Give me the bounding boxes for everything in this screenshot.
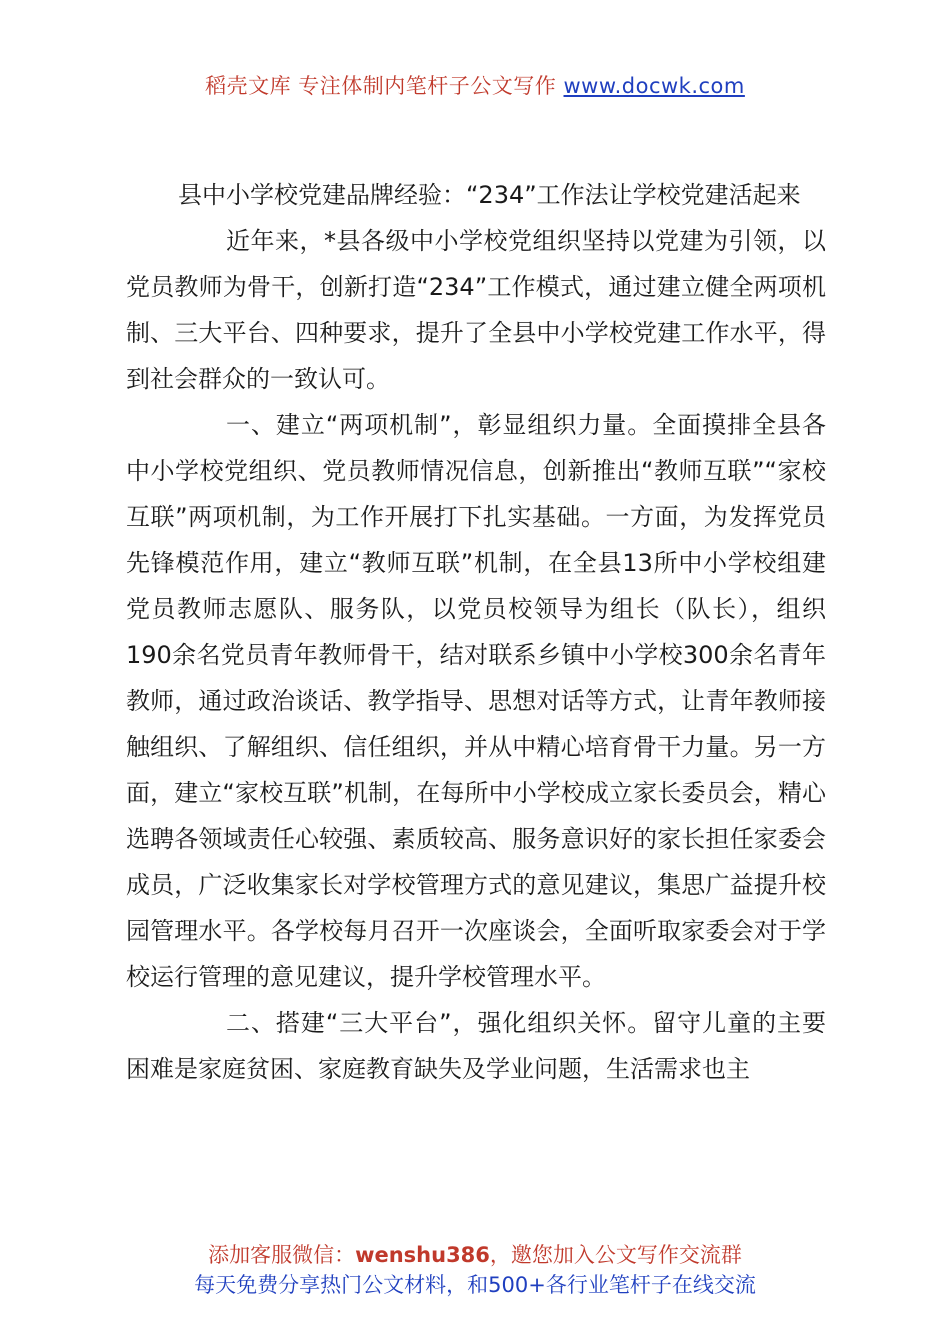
paragraph-section-2: 二、搭建“三大平台”，强化组织关怀。留守儿童的主要困难是家庭贫困、家庭教育缺失及学业问题，生活需求也主 (126, 1009, 826, 1083)
footer-promo-line: 每天免费分享热门公文材料，和500+各行业笔杆子在线交流 (194, 1273, 756, 1297)
page-footer (0, 1240, 950, 1300)
paragraph-intro: 近年来，*县各级中小学校党组织坚持以党建为引领，以党员教师为骨干，创新打造“234”工作模式，通过建立健全两项机制、三大平台、四种要求，提升了全县中小学校党建工作水平，得到社会群众的一致认可。 (126, 227, 826, 393)
footer-contact-line (0, 1240, 950, 1270)
document-body (126, 172, 826, 1092)
footer-prefix: 添加客服微信： (208, 1243, 356, 1267)
footer-suffix: ，邀您加入公文写作交流群 (489, 1243, 742, 1267)
document-title: 县中小学校党建品牌经验：“234”工作法让学校党建活起来 (178, 181, 801, 209)
footer-wechat-id: wenshu386 (355, 1243, 490, 1267)
page-header (0, 70, 950, 100)
header-site-text: 稻壳文库 专注体制内笔杆子公文写作 (205, 74, 557, 98)
paragraph-section-1: 一、建立“两项机制”，彰显组织力量。全面摸排全县各中小学校党组织、党员教师情况信息，创新推出“教师互联”“家校互联”两项机制，为工作开展打下扎实基础。一方面，为发挥党员先锋模范作用，建立“教师互联”机制，在全县13所中小学校组建党员教师志愿队、服务队，以党员校领导为组长（队长），组织190余名党员青年教师骨干，结对联系乡镇中小学校300余名青年教师，通过政治谈话、教学指导、思想对话等方式，让青年教师接触组织、了解组织、信任组织，并从中精心培育骨干力量。另一方面，建立“家校互联”机制，在每所中小学校成立家长委员会，精心选聘各领域责任心较强、素质较高、服务意识好的家长担任家委会成员，广泛收集家长对学校管理方式的意见建议，集思广益提升校园管理水平。各学校每月召开一次座谈会，全面听取家委会对于学校运行管理的意见建议，提升学校管理水平。 (126, 411, 826, 991)
header-url-link[interactable]: www.docwk.com (563, 74, 745, 98)
